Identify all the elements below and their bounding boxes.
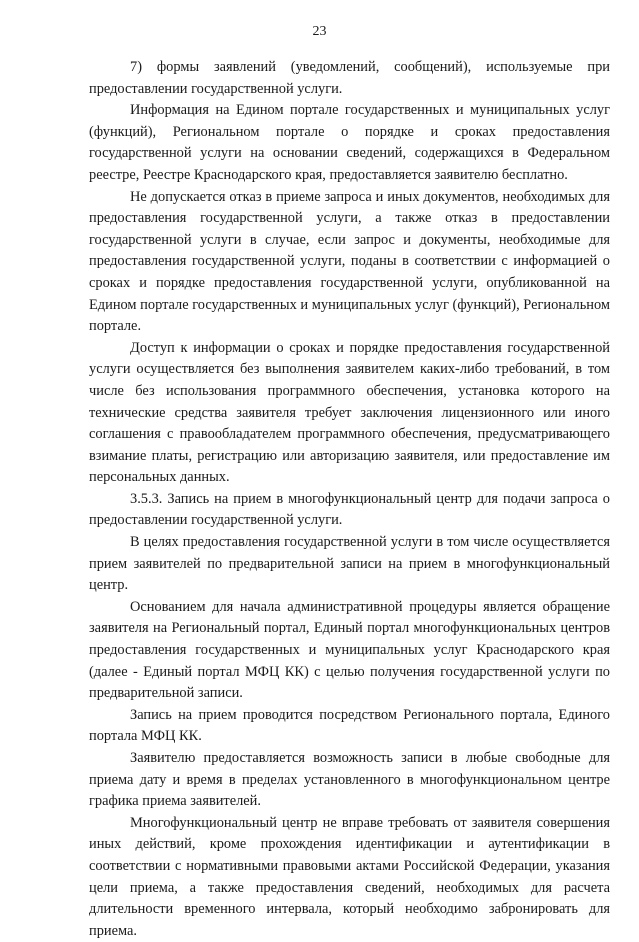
paragraph-preliminary-appointment: В целях предоставления государственной услуги в том числе осуществляется прием заявителей по предварительной записи на прием в многофункциональный центр. xyxy=(89,534,610,594)
paragraph-portal-information: Информация на Едином портале государственных и муниципальных услуг (функций), Региональном портале о порядке и сроках предоставления государственной услуги на основании сведений, содержащихся в Федеральном реестре, Реестре Краснодарского края, предоставляется заявителю бесплатно. xyxy=(89,102,610,183)
paragraph-procedure-basis: Основанием для начала административной процедуры является обращение заявителя на Региональный портал, Единый портал многофункциональных центров предоставления государственных и муниципальных услуг Краснодарского края (далее - Единый портал МФЦ КК) с целью получения государственной услуги по предварительной записи. xyxy=(89,598,610,702)
paragraph-free-slot-choice: Заявителю предоставляется возможность записи в любые свободные для приема дату и время в пределах установленного в многофункциональном центре графика приема заявителей. xyxy=(89,750,610,810)
paragraph-appointment-channels: Запись на прием проводится посредством Регионального портала, Единого портала МФЦ КК. xyxy=(89,706,610,745)
page-number: 23 xyxy=(312,24,327,39)
paragraph-section-3-5-3: 3.5.3. Запись на прием в многофункциональный центр для подачи запроса о предоставлении государственной услуги. xyxy=(89,490,610,529)
paragraph-forms: 7) формы заявлений (уведомлений, сообщений), используемые при предоставлении государственной услуги. xyxy=(89,59,610,97)
document-body xyxy=(89,57,610,942)
paragraph-refusal-not-allowed: Не допускается отказ в приеме запроса и иных документов, необходимых для предоставления государственной услуги, а также отказ в предоставлении государственной услуги в случае, если запрос и документы, необходимые для предоставления государственной услуги, поданы в соответствии с информацией о сроках и порядке предоставления государственной услуги, опубликованной на Едином портале государственных и муниципальных услуг (функций), Региональном портале. xyxy=(89,188,610,335)
paragraph-mfc-restrictions: Многофункциональный центр не вправе требовать от заявителя совершения иных действий, кроме прохождения идентификации и аутентификации в соответствии с нормативными правовыми актами Российской Федерации, указания цели приема, а также предоставления сведений, необходимых для расчета длительности временного интервала, который необходимо забронировать для приема. xyxy=(89,814,610,939)
paragraph-access-to-information: Доступ к информации о сроках и порядке предоставления государственной услуги осуществляется без выполнения заявителем каких-либо требований, в том числе без использования программного обеспечения, установка которого на технические средства заявителя требует заключения лицензионного или иного соглашения с правообладателем программного обеспечения, предусматривающего взимание платы, регистрацию или авторизацию заявителя, или предоставление им персональных данных. xyxy=(89,339,610,486)
